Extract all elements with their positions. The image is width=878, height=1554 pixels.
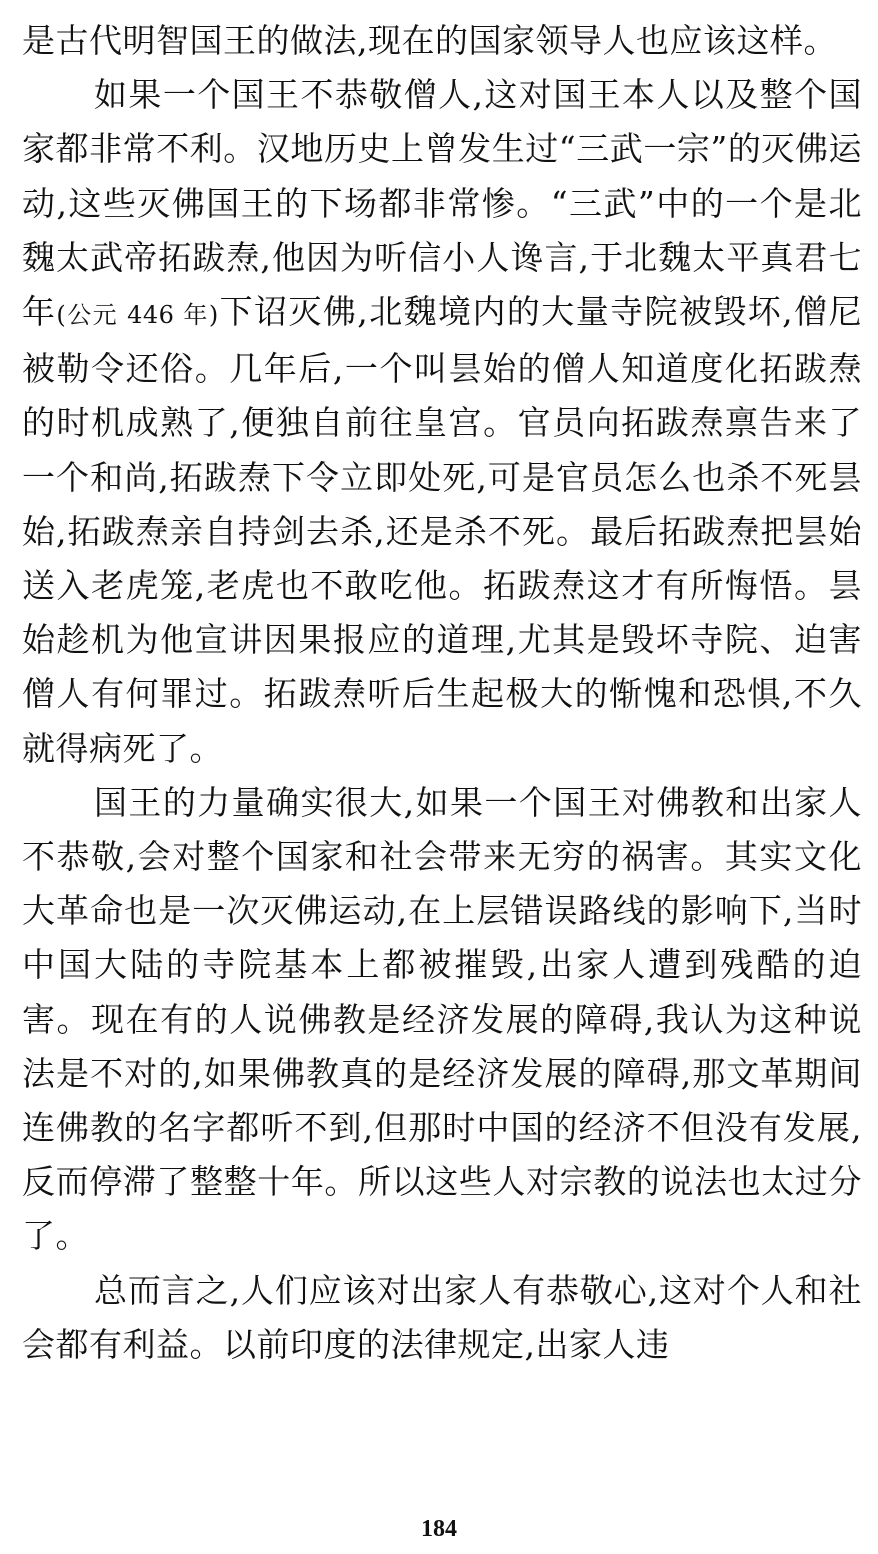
page-body [22, 14, 862, 1372]
paragraph-1 [22, 14, 862, 68]
page-number: 184 [421, 1516, 457, 1542]
paragraph-1-text: 是古代明智国王的做法,现在的国家领导人也应该这样。 [22, 21, 837, 60]
paragraph-4-text: 总而言之,人们应该对出家人有恭敬心,这对个人和社会都有利益。以前印度的法律规定,出家人违 [22, 1270, 862, 1364]
paragraph-4 [22, 1264, 862, 1372]
year-annotation: (公元 446 年) [56, 301, 219, 330]
paragraph-2-text-after: 下诏灭佛,北魏境内的大量寺院被毁坏,僧尼被勒令还俗。几年后,一个叫昙始的僧人知道度化拓跋焘的时机成熟了,便独自前往皇宫。官员向拓跋焘禀告来了一个和尚,拓跋焘下令立即处死,可是官员怎么也杀不死昙始,拓跋焘亲自持剑去杀,还是杀不死。最后拓跋焘把昙始送入老虎笼,老虎也不敢吃他。拓跋焘这才有所悔悟。昙始趁机为他宣讲因果报应的道理,尤其是毁坏寺院、迫害僧人有何罪过。拓跋焘听后生起极大的惭愧和恐惧,不久就得病死了。 [22, 292, 863, 768]
paragraph-3-text: 国王的力量确实很大,如果一个国王对佛教和出家人不恭敬,会对整个国家和社会带来无穷的祸害。其实文化大革命也是一次灭佛运动,在上层错误路线的影响下,当时中国大陆的寺院基本上都被摧毁,出家人遭到残酷的迫害。现在有的人说佛教是经济发展的障碍,我认为这种说法是不对的,如果佛教真的是经济发展的障碍,那文革期间连佛教的名字都听不到,但那时中国的经济不但没有发展,反而停滞了整整十年。所以这些人对宗教的说法也太过分了。 [22, 782, 862, 1256]
paragraph-3 [22, 776, 862, 1264]
paragraph-2-text-before: 如果一个国王不恭敬僧人,这对国王本人以及整个国家都非常不利。汉地历史上曾发生过“三武一宗”的灭佛运动,这些灭佛国王的下场都非常惨。“三武”中的一个是北魏太武帝拓跋焘,他因为听信小人谗言,于北魏太平真君七年 [22, 75, 862, 332]
paragraph-2 [22, 68, 862, 776]
